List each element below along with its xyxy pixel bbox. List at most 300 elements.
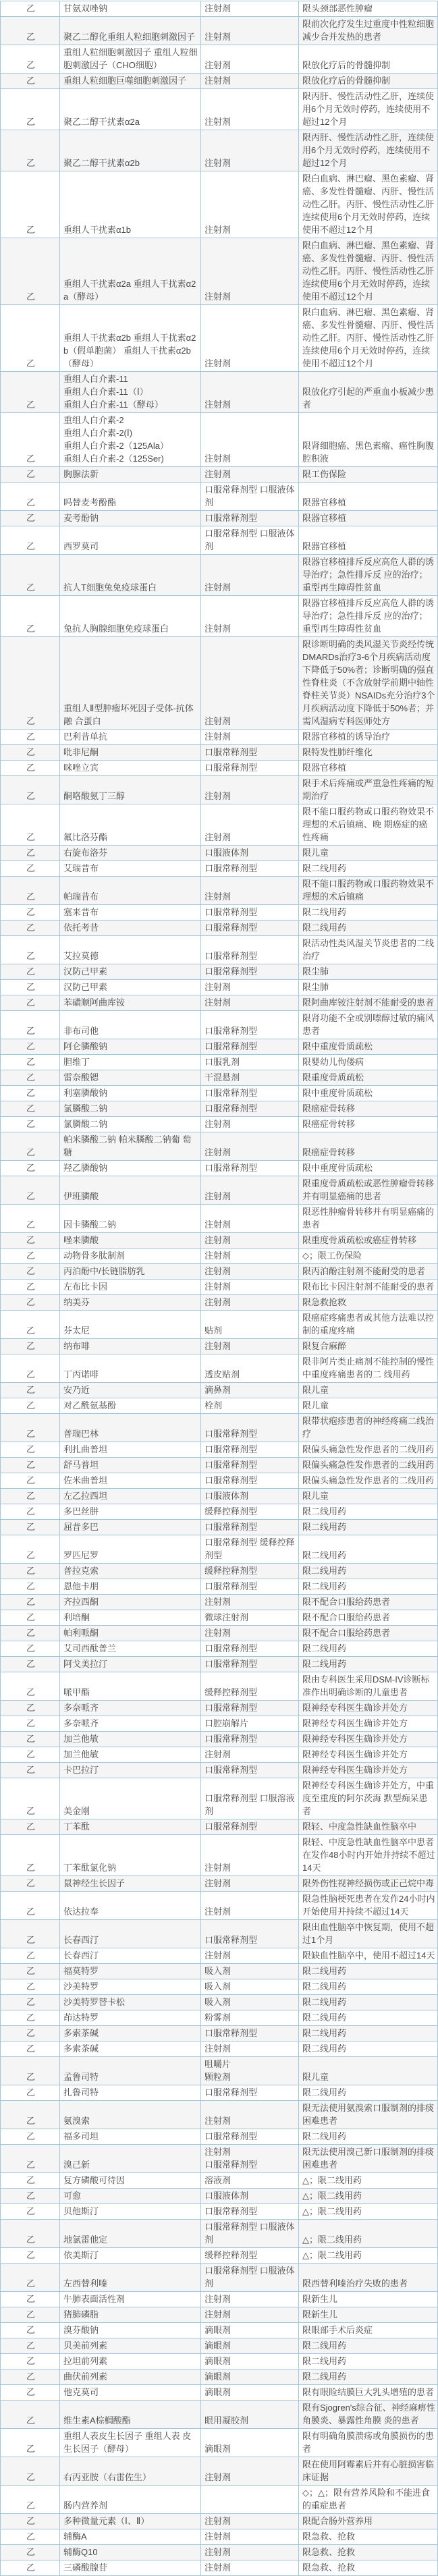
drug-name-cell: 重组人粒细胞巨噬细胞刺激因子 <box>60 74 201 89</box>
table-row <box>1 2264 438 2292</box>
drug-name-cell: 雷奈酸锶 <box>60 1070 201 1086</box>
dosage-form-cell: 口服常释剂型 <box>201 1520 299 1535</box>
category-cell: 乙 <box>1 1117 60 1132</box>
restriction-cell: 限特发性肺纤维化 <box>299 745 438 761</box>
drug-name-cell: 利塞膦酸钠 <box>60 1086 201 1101</box>
dosage-form-cell: 注射剂 <box>201 1280 299 1295</box>
category-cell: 乙 <box>1 2545 60 2560</box>
restriction-cell: 限器官移植 <box>299 526 438 555</box>
category-cell: 乙 <box>1 1564 60 1579</box>
restriction-cell: 限放化疗后的骨髓抑制 <box>299 45 438 74</box>
dosage-form-cell: 口服常释剂型 <box>201 745 299 761</box>
drug-name-cell: 曲伏前列素 <box>60 2369 201 2385</box>
dosage-form-cell: 滴眼剂 <box>201 2369 299 2385</box>
table-row <box>1 305 438 372</box>
drug-name-cell: 依达拉奉 <box>60 1892 201 1920</box>
category-cell: 乙 <box>1 1086 60 1101</box>
dosage-form-cell: 溶液剂 <box>201 2173 299 2189</box>
table-row <box>1 761 438 776</box>
drug-name-cell: 咪唑立宾 <box>60 761 201 776</box>
table-row <box>1 2010 438 2026</box>
category-cell: 乙 <box>1 1504 60 1520</box>
restriction-cell: 限前次化疗发生过重度中性粒细胞减少合并发热的患者 <box>299 17 438 45</box>
category-cell: 乙 <box>1 1264 60 1280</box>
drug-name-cell: 长春西汀 <box>60 1920 201 1948</box>
category-cell: 乙 <box>1 1763 60 1778</box>
table-row <box>1 1055 438 1070</box>
table-row <box>1 1520 438 1535</box>
category-cell: 乙 <box>1 305 60 372</box>
drug-name-cell: 帕利哌酮 <box>60 1626 201 1641</box>
drug-name-cell: 氯膦酸二钠 <box>60 1101 201 1117</box>
category-cell: 乙 <box>1 804 60 846</box>
table-row <box>1 596 438 637</box>
category-cell: 乙 <box>1 1280 60 1295</box>
drug-name-cell: 艾瑞昔布 <box>60 861 201 877</box>
restriction-cell: 限不配合口服给药患者 <box>299 1595 438 1610</box>
dosage-form-cell: 滴眼剂 <box>201 2323 299 2338</box>
table-row <box>1 1295 438 1311</box>
drug-name-cell: 对乙酰氨基酚 <box>60 1398 201 1414</box>
category-cell: 乙 <box>1 2369 60 2385</box>
dosage-form-cell: 注射剂 <box>201 89 299 130</box>
dosage-form-cell: 注射剂 <box>201 1835 299 1876</box>
table-row <box>1 2129 438 2145</box>
category-cell: 乙 <box>1 1233 60 1249</box>
restriction-cell: 限丙泊酚注射剂不能耐受的患者 <box>299 1264 438 1280</box>
drug-list-page <box>0 1 435 2573</box>
table-row <box>1 45 438 74</box>
table-row <box>1 1995 438 2010</box>
category-cell: 乙 <box>1 861 60 877</box>
restriction-cell: 限器官移植排斥反应高危人群的诱导治疗；急性排斥反 应的治疗；重型再生障碍性贫血 <box>299 596 438 637</box>
table-row <box>1 2248 438 2264</box>
dosage-form-cell: 注射剂 <box>201 1948 299 1964</box>
category-cell: 乙 <box>1 2560 60 2576</box>
table-row <box>1 1132 438 1161</box>
drug-name-cell: 溴芬酸钠 <box>60 2323 201 2338</box>
drug-name-cell: 左布比卡因 <box>60 1280 201 1295</box>
restriction-cell: 限二线用药 <box>299 2041 438 2057</box>
restriction-cell: ◇；限工伤保险 <box>299 1249 438 1264</box>
restriction-cell: △；限二线用药 <box>299 2204 438 2220</box>
drug-name-cell: 西罗莫司 <box>60 526 201 555</box>
category-cell: 乙 <box>1 1383 60 1398</box>
category-cell: 乙 <box>1 2401 60 2429</box>
drug-name-cell: 重组人白介素-11 重组人白介素-11（Ⅰ） 重组人白介素-11（酵母） <box>60 372 201 413</box>
restriction-cell: 限二线用药 <box>299 905 438 921</box>
restriction-cell: 限二线用药 <box>299 1641 438 1657</box>
dosage-form-cell: 口服常释剂型 <box>201 511 299 526</box>
restriction-cell: 限由专科医生采用DSM-IV诊断标准作出明确诊断的儿童患者 <box>299 1672 438 1701</box>
dosage-form-cell: 注射剂 <box>201 877 299 905</box>
dosage-form-cell: 注射剂 <box>201 2101 299 2129</box>
restriction-cell: 限重度骨质疏松或恶性肿瘤骨转移并有明显癌痛的患者 <box>299 1176 438 1205</box>
restriction-cell: 限二线用药 <box>299 861 438 877</box>
dosage-form-cell: 注射剂 <box>201 372 299 413</box>
drug-name-cell: 肠内营养剂 <box>60 2486 201 2514</box>
restriction-cell: 限二线用药 <box>299 2026 438 2041</box>
drug-name-cell: 他克莫司 <box>60 2385 201 2401</box>
category-cell: 乙 <box>1 1701 60 1716</box>
table-row <box>1 637 438 730</box>
dosage-form-cell: 口服常释剂型 <box>201 1763 299 1778</box>
dosage-form-cell: 注射剂 <box>201 980 299 995</box>
table-row <box>1 1920 438 1948</box>
drug-name-cell: 酮咯酸氨丁三醇 <box>60 776 201 804</box>
dosage-form-cell: 口服常释剂型 口服液体剂 <box>201 483 299 511</box>
drug-name-cell: 齐拉西酮 <box>60 1595 201 1610</box>
drug-name-cell: 艾司西酞普兰 <box>60 1641 201 1657</box>
table-row <box>1 1747 438 1763</box>
drug-name-cell: 福多司坦 <box>60 2129 201 2145</box>
dosage-form-cell: 口服常释剂型 <box>201 1579 299 1595</box>
table-row <box>1 2173 438 2189</box>
dosage-form-cell: 注射剂 <box>201 171 299 238</box>
category-cell: 乙 <box>1 467 60 483</box>
category-cell: 乙 <box>1 980 60 995</box>
table-row <box>1 995 438 1011</box>
drug-name-cell: 恩他卡朋 <box>60 1579 201 1595</box>
category-cell: 乙 <box>1 761 60 776</box>
category-cell: 乙 <box>1 555 60 596</box>
category-cell: 乙 <box>1 2189 60 2204</box>
dosage-form-cell: 口服常释剂型 <box>201 1819 299 1835</box>
restriction-cell: 限儿童 <box>299 1398 438 1414</box>
category-cell: 乙 <box>1 1819 60 1835</box>
restriction-cell: 限儿童 <box>299 1489 438 1504</box>
dosage-form-cell: 注射剂 <box>201 1249 299 1264</box>
drug-name-cell: 重组人干扰素α1b <box>60 171 201 238</box>
table-row <box>1 1311 438 1339</box>
restriction-cell: 限活动性类风湿关节炎患者的二线治疗 <box>299 936 438 964</box>
drug-name-cell: 依美斯汀 <box>60 2248 201 2264</box>
restriction-cell: 限新生儿 <box>299 2292 438 2307</box>
drug-name-cell: 重组人Ⅱ型肿瘤坏死因子受体-抗体融 合蛋白 <box>60 637 201 730</box>
restriction-cell: 限轻、中度急性缺血性脑卒中患者在发作48小时内开始并持续不超过14天 <box>299 1835 438 1876</box>
dosage-form-cell: 口服常释剂型 <box>201 1442 299 1458</box>
dosage-form-cell: 注射剂 <box>201 1233 299 1249</box>
drug-name-cell: 复方磷酸可待因 <box>60 2173 201 2189</box>
dosage-form-cell: 滴鼻剂 <box>201 1383 299 1398</box>
category-cell: 乙 <box>1 637 60 730</box>
category-cell: 乙 <box>1 1176 60 1205</box>
table-row <box>1 2204 438 2220</box>
dosage-form-cell: 注射剂 <box>201 1295 299 1311</box>
restriction-cell: 限癌症骨转移 <box>299 1132 438 1161</box>
drug-name-cell: 汉防己甲素 <box>60 980 201 995</box>
drug-name-cell: 加兰他敏 <box>60 1732 201 1747</box>
category-cell: 乙 <box>1 2057 60 2085</box>
table-row <box>1 555 438 596</box>
drug-name-cell: 吡非尼酮 <box>60 745 201 761</box>
table-row <box>1 776 438 804</box>
restriction-cell: 限癌症骨转移 <box>299 1117 438 1132</box>
dosage-form-cell: 注射剂 <box>201 1264 299 1280</box>
drug-name-cell: 利培酮 <box>60 1610 201 1626</box>
dosage-form-cell: 注射剂 <box>201 730 299 745</box>
drug-name-cell: 茚达特罗 <box>60 2010 201 2026</box>
dosage-form-cell: 注射剂 <box>201 2041 299 2057</box>
table-row <box>1 413 438 467</box>
restriction-cell: 限白血病、淋巴瘤、黑色素瘤、肾癌、多发性骨髓瘤、丙肝、慢性活动性乙肝。丙肝、慢性活动性乙肝连续使用6个月无效时停药，连续使用不超过12个月 <box>299 305 438 372</box>
restriction-cell: 限西替利嗪治疗失败的患者 <box>299 2264 438 2292</box>
restriction-cell: 限肾细胞癌、黑色素瘤、癌性胸腹腔积液 <box>299 413 438 467</box>
table-row <box>1 1626 438 1641</box>
drug-table-body <box>1 1 438 2576</box>
table-row <box>1 1070 438 1086</box>
category-cell: 乙 <box>1 2385 60 2401</box>
category-cell: 乙 <box>1 74 60 89</box>
dosage-form-cell: 口服常释剂型 <box>201 1641 299 1657</box>
category-cell: 乙 <box>1 1249 60 1264</box>
drug-name-cell: 哌甲酯 <box>60 1672 201 1701</box>
dosage-form-cell: 注射剂 <box>201 2307 299 2323</box>
drug-name-cell: 普拉克索 <box>60 1564 201 1579</box>
table-row <box>1 1732 438 1747</box>
restriction-cell: 限器官移植 <box>299 483 438 511</box>
drug-name-cell: 多索茶碱 <box>60 2026 201 2041</box>
category-cell: 乙 <box>1 1626 60 1641</box>
category-cell: 乙 <box>1 89 60 130</box>
category-cell: 乙 <box>1 372 60 413</box>
drug-name-cell: 氨溴索 <box>60 2101 201 2129</box>
category-cell: 乙 <box>1 1610 60 1626</box>
dosage-form-cell: 注射剂 <box>201 1132 299 1161</box>
restriction-cell: 限神经专科医生确诊并处方 <box>299 1763 438 1778</box>
category-cell: 乙 <box>1 1458 60 1473</box>
restriction-cell: 限无法使用溴己新口服制剂的排痰困难患者 <box>299 2145 438 2173</box>
drug-name-cell: 艾拉莫德 <box>60 936 201 964</box>
dosage-form-cell: 吸入剂 <box>201 1995 299 2010</box>
restriction-cell: 限不能口服药物或口服药物效果不理想的术后镇痛 <box>299 877 438 905</box>
restriction-cell: 限放化疗后的骨髓抑制 <box>299 74 438 89</box>
dosage-form-cell: 微球注射剂 <box>201 1610 299 1626</box>
restriction-cell: 限偏头痛急性发作患者的二线用药 <box>299 1458 438 1473</box>
category-cell: 乙 <box>1 2338 60 2354</box>
restriction-cell: 限头颈部恶性肿瘤 <box>299 1 438 17</box>
table-row <box>1 1458 438 1473</box>
category-cell: 乙 <box>1 1 60 17</box>
restriction-cell: 限恶性肿瘤骨转移并有明显癌痛的患者 <box>299 1205 438 1233</box>
dosage-form-cell: 注射剂 <box>201 995 299 1011</box>
category-cell: 乙 <box>1 1778 60 1819</box>
drug-name-cell: 牛肺表面活性剂 <box>60 2292 201 2307</box>
restriction-cell: 限无法使用氨溴索口服制剂的排痰困难患者 <box>299 2101 438 2129</box>
category-cell: 乙 <box>1 2486 60 2514</box>
dosage-form-cell: 注射剂 <box>201 1205 299 1233</box>
table-row <box>1 2292 438 2307</box>
restriction-cell: 限器官移植 <box>299 511 438 526</box>
dosage-form-cell: 口服常释剂型 口服液体剂 <box>201 2264 299 2292</box>
restriction-cell: 限急救、抢救 <box>299 2529 438 2545</box>
drug-name-cell: 屈昔多巴 <box>60 1520 201 1535</box>
dosage-form-cell: 口服常释剂型 口服液体剂 <box>201 2220 299 2248</box>
drug-name-cell: 丙泊酚中/长链脂肪乳 <box>60 1264 201 1280</box>
category-cell: 乙 <box>1 238 60 305</box>
category-cell: 乙 <box>1 413 60 467</box>
drug-name-cell: 多奈哌齐 <box>60 1716 201 1732</box>
table-row <box>1 1414 438 1442</box>
drug-name-cell: 丁苯酞 <box>60 1819 201 1835</box>
table-row <box>1 1948 438 1964</box>
dosage-form-cell: 注射剂 <box>201 45 299 74</box>
table-row <box>1 730 438 745</box>
table-row <box>1 1979 438 1995</box>
restriction-cell: 限手术后疼痛或严重急性疼痛的短期治疗 <box>299 776 438 804</box>
drug-name-cell: 长春西汀 <box>60 1948 201 1964</box>
drug-name-cell: 佐米曲普坦 <box>60 1473 201 1489</box>
restriction-cell: 限有明确角膜溃疡或角膜损伤的患者 <box>299 2429 438 2457</box>
category-cell: 乙 <box>1 1101 60 1117</box>
dosage-form-cell: 注射剂 <box>201 1747 299 1763</box>
category-cell: 乙 <box>1 2085 60 2101</box>
drug-name-cell: 丁丙诺啡 <box>60 1354 201 1383</box>
category-cell: 乙 <box>1 1876 60 1892</box>
category-cell: 乙 <box>1 1520 60 1535</box>
category-cell: 乙 <box>1 2354 60 2369</box>
drug-name-cell: 贝美前列素 <box>60 2338 201 2354</box>
table-row <box>1 1835 438 1876</box>
dosage-form-cell: 注射剂 <box>201 776 299 804</box>
restriction-cell: 限白血病、淋巴瘤、黑色素瘤、肾癌、多发性骨髓瘤、丙肝、慢性活动性乙肝。丙肝、慢性活动性乙肝连续使用6个月无效时停药，连续使用不超过12个月 <box>299 238 438 305</box>
category-cell: 乙 <box>1 1835 60 1876</box>
drug-name-cell: 抗人T细胞兔免疫球蛋白 <box>60 555 201 596</box>
drug-name-cell: 孟鲁司特 <box>60 2057 201 2085</box>
dosage-form-cell <box>201 2486 299 2514</box>
restriction-cell: 限有眼睑结膜巨大乳头增殖的患者 <box>299 2385 438 2401</box>
drug-name-cell: 聚乙二醇干扰素α2b <box>60 130 201 171</box>
drug-name-cell: 扎鲁司特 <box>60 2085 201 2101</box>
restriction-cell: 限肾功能不全或别嘌醇过敏的痛风患者 <box>299 1011 438 1039</box>
category-cell: 乙 <box>1 2145 60 2173</box>
dosage-form-cell: 注射剂 <box>201 2529 299 2545</box>
dosage-form-cell: 口服常释剂型 <box>201 1086 299 1101</box>
drug-name-cell: 普瑞巴林 <box>60 1414 201 1442</box>
restriction-cell: 限神经专科医生确诊并处方 <box>299 1747 438 1763</box>
drug-name-cell: 塞来昔布 <box>60 905 201 921</box>
restriction-cell: 限二线用药 <box>299 2338 438 2354</box>
drug-name-cell: 聚乙二醇化重组人粒细胞刺激因子 <box>60 17 201 45</box>
restriction-cell: 限器官移植的诱导治疗 <box>299 730 438 745</box>
restriction-cell: 限阿曲库铵注射剂不能耐受的患者 <box>299 995 438 1011</box>
restriction-cell: 限工伤保险 <box>299 467 438 483</box>
table-row <box>1 1819 438 1835</box>
table-row <box>1 1354 438 1383</box>
dosage-form-cell: 注射剂 <box>201 2514 299 2529</box>
restriction-cell: 限配合肠外营养用 <box>299 2514 438 2529</box>
table-row <box>1 74 438 89</box>
dosage-form-cell: 注射剂 <box>201 2457 299 2486</box>
table-row <box>1 936 438 964</box>
restriction-cell: 限器官移植 <box>299 761 438 776</box>
dosage-form-cell: 贴剂 <box>201 1311 299 1339</box>
dosage-form-cell: 注射剂 <box>201 1339 299 1354</box>
drug-table <box>0 1 438 2576</box>
category-cell: 乙 <box>1 1995 60 2010</box>
table-row <box>1 2101 438 2129</box>
category-cell: 乙 <box>1 1920 60 1948</box>
restriction-cell: 限癌症疼痛患者或其他方法难以控制的重度疼痛 <box>299 1311 438 1339</box>
dosage-form-cell: 口服常释剂型 <box>201 761 299 776</box>
drug-name-cell: 左乙拉西坦 <box>60 1489 201 1504</box>
table-row <box>1 467 438 483</box>
dosage-form-cell: 口服常释剂型 <box>201 2129 299 2145</box>
table-row <box>1 2514 438 2529</box>
table-row <box>1 1672 438 1701</box>
drug-name-cell: 吗替麦考酚酯 <box>60 483 201 511</box>
restriction-cell: 限二线用药 <box>299 2354 438 2369</box>
dosage-form-cell: 口服常释剂型 <box>201 1473 299 1489</box>
dosage-form-cell: 注射剂 <box>201 1176 299 1205</box>
dosage-form-cell: 粉雾剂 <box>201 2010 299 2026</box>
restriction-cell: 限儿童 <box>299 846 438 861</box>
dosage-form-cell: 口服常释剂型 <box>201 1414 299 1442</box>
drug-name-cell: 非布司他 <box>60 1011 201 1039</box>
category-cell: 乙 <box>1 995 60 1011</box>
drug-name-cell: 贝他斯汀 <box>60 2204 201 2220</box>
dosage-form-cell: 注射剂 <box>201 1 299 17</box>
drug-name-cell: 右丙亚胺（右雷佐生） <box>60 2457 201 2486</box>
drug-name-cell: 纳布啡 <box>60 1339 201 1354</box>
table-row <box>1 2307 438 2323</box>
table-row <box>1 1579 438 1595</box>
table-row <box>1 2354 438 2369</box>
category-cell: 乙 <box>1 1311 60 1339</box>
restriction-cell: 限急救、抢救 <box>299 2545 438 2560</box>
dosage-form-cell: 注射剂 <box>201 413 299 467</box>
category-cell: 乙 <box>1 1672 60 1701</box>
dosage-form-cell: 口服常释剂型 <box>201 1161 299 1176</box>
dosage-form-cell: 注射剂 <box>201 2292 299 2307</box>
table-row <box>1 238 438 305</box>
dosage-form-cell: 口服常释剂型 口服液体剂 <box>201 526 299 555</box>
category-cell: 乙 <box>1 1948 60 1964</box>
drug-name-cell: 溴己新 <box>60 2145 201 2173</box>
category-cell: 乙 <box>1 936 60 964</box>
restriction-cell: 限带状疱疹患者的神经疼痛二线治疗 <box>299 1414 438 1442</box>
category-cell: 乙 <box>1 2248 60 2264</box>
restriction-cell: 限尘肺 <box>299 964 438 980</box>
table-row <box>1 171 438 238</box>
drug-name-cell: 罗匹尼罗 <box>60 1535 201 1564</box>
table-row <box>1 130 438 171</box>
dosage-form-cell: 眼用凝胶剂 <box>201 2401 299 2429</box>
restriction-cell: 限缺血性脑卒中，使用不超过14天 <box>299 1948 438 1964</box>
drug-name-cell: 多奈哌齐 <box>60 1701 201 1716</box>
category-cell: 乙 <box>1 1205 60 1233</box>
category-cell: 乙 <box>1 964 60 980</box>
table-row <box>1 1763 438 1778</box>
category-cell: 乙 <box>1 1747 60 1763</box>
table-row <box>1 964 438 980</box>
restriction-cell: 限二线用药 <box>299 2085 438 2101</box>
dosage-form-cell: 咀嚼片 颗粒剂 <box>201 2057 299 2085</box>
table-row <box>1 921 438 936</box>
drug-name-cell: 重组人白介素-2 重组人白介素-2(Ⅰ) 重组人白介素-2（125Ala） 重组人白介素-2（125Ser) <box>60 413 201 467</box>
dosage-form-cell: 吸入剂 <box>201 1964 299 1979</box>
dosage-form-cell: 注射剂 <box>201 305 299 372</box>
restriction-cell: 限非阿片类止痛剂不能控制的慢性中重度疼痛患者的二 线用药 <box>299 1354 438 1383</box>
table-row <box>1 2560 438 2576</box>
restriction-cell: 限二线用药 <box>299 1520 438 1535</box>
drug-name-cell: 右旋布洛芬 <box>60 846 201 861</box>
dosage-form-cell: 注射剂 <box>201 130 299 171</box>
category-cell: 乙 <box>1 2457 60 2486</box>
restriction-cell: 限二线用药 <box>299 2010 438 2026</box>
dosage-form-cell: 栓剂 <box>201 1398 299 1414</box>
restriction-cell: 限中重度骨质疏松 <box>299 1086 438 1101</box>
